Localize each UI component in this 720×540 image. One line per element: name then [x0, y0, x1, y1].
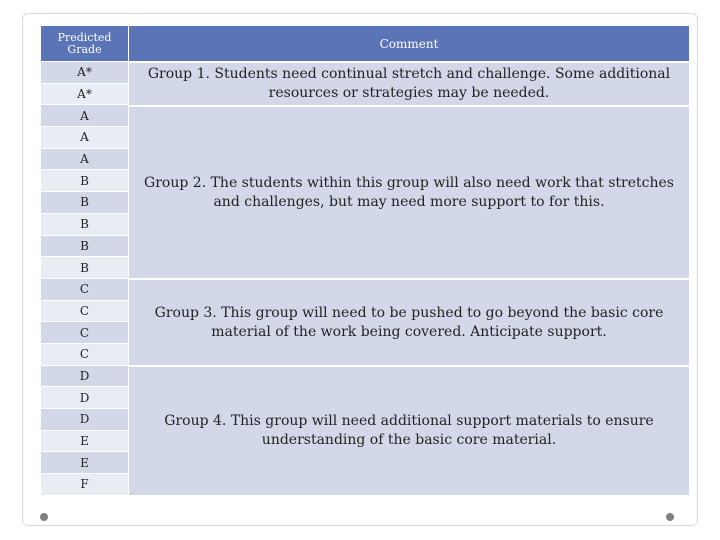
grade-cell: C	[40, 344, 128, 366]
group-2-comment: Group 2. The students within this group will also need work that stretches and challenges, but may need more support to for this.	[128, 106, 690, 279]
header-predicted-grade: Predicted Grade	[40, 25, 128, 62]
grade-cell: B	[40, 170, 128, 192]
group-3-comment: Group 3. This group will need to be pushed to go beyond the basic core material of the work being covered. Anticipate support.	[128, 279, 690, 366]
grade-cell: A*	[40, 84, 128, 106]
grade-cell: E	[40, 452, 128, 474]
grade-cell: B	[40, 192, 128, 214]
bullet-dot-left	[40, 513, 48, 521]
grade-cell: A	[40, 149, 128, 171]
grade-cell: B	[40, 214, 128, 236]
group-1-comment: Group 1. Students need continual stretch and challenge. Some additional resources or strategies may be needed.	[128, 62, 690, 106]
grade-cell: A*	[40, 62, 128, 84]
grade-cell: C	[40, 322, 128, 344]
header-comment: Comment	[128, 25, 690, 62]
grade-cell: B	[40, 257, 128, 279]
grade-column	[40, 25, 128, 496]
comment-column	[128, 25, 690, 496]
grade-cell: E	[40, 431, 128, 453]
grade-cell: F	[40, 474, 128, 496]
grade-cell: A	[40, 127, 128, 149]
grade-cell: A	[40, 105, 128, 127]
grade-cell: C	[40, 301, 128, 323]
grade-cell: C	[40, 279, 128, 301]
grade-cell: D	[40, 387, 128, 409]
group-4-comment: Group 4. This group will need additional support materials to ensure understanding of the basic core material.	[128, 366, 690, 496]
grade-cell: B	[40, 236, 128, 258]
grade-cell: D	[40, 409, 128, 431]
grade-cell: D	[40, 366, 128, 388]
bullet-dot-right	[666, 513, 674, 521]
